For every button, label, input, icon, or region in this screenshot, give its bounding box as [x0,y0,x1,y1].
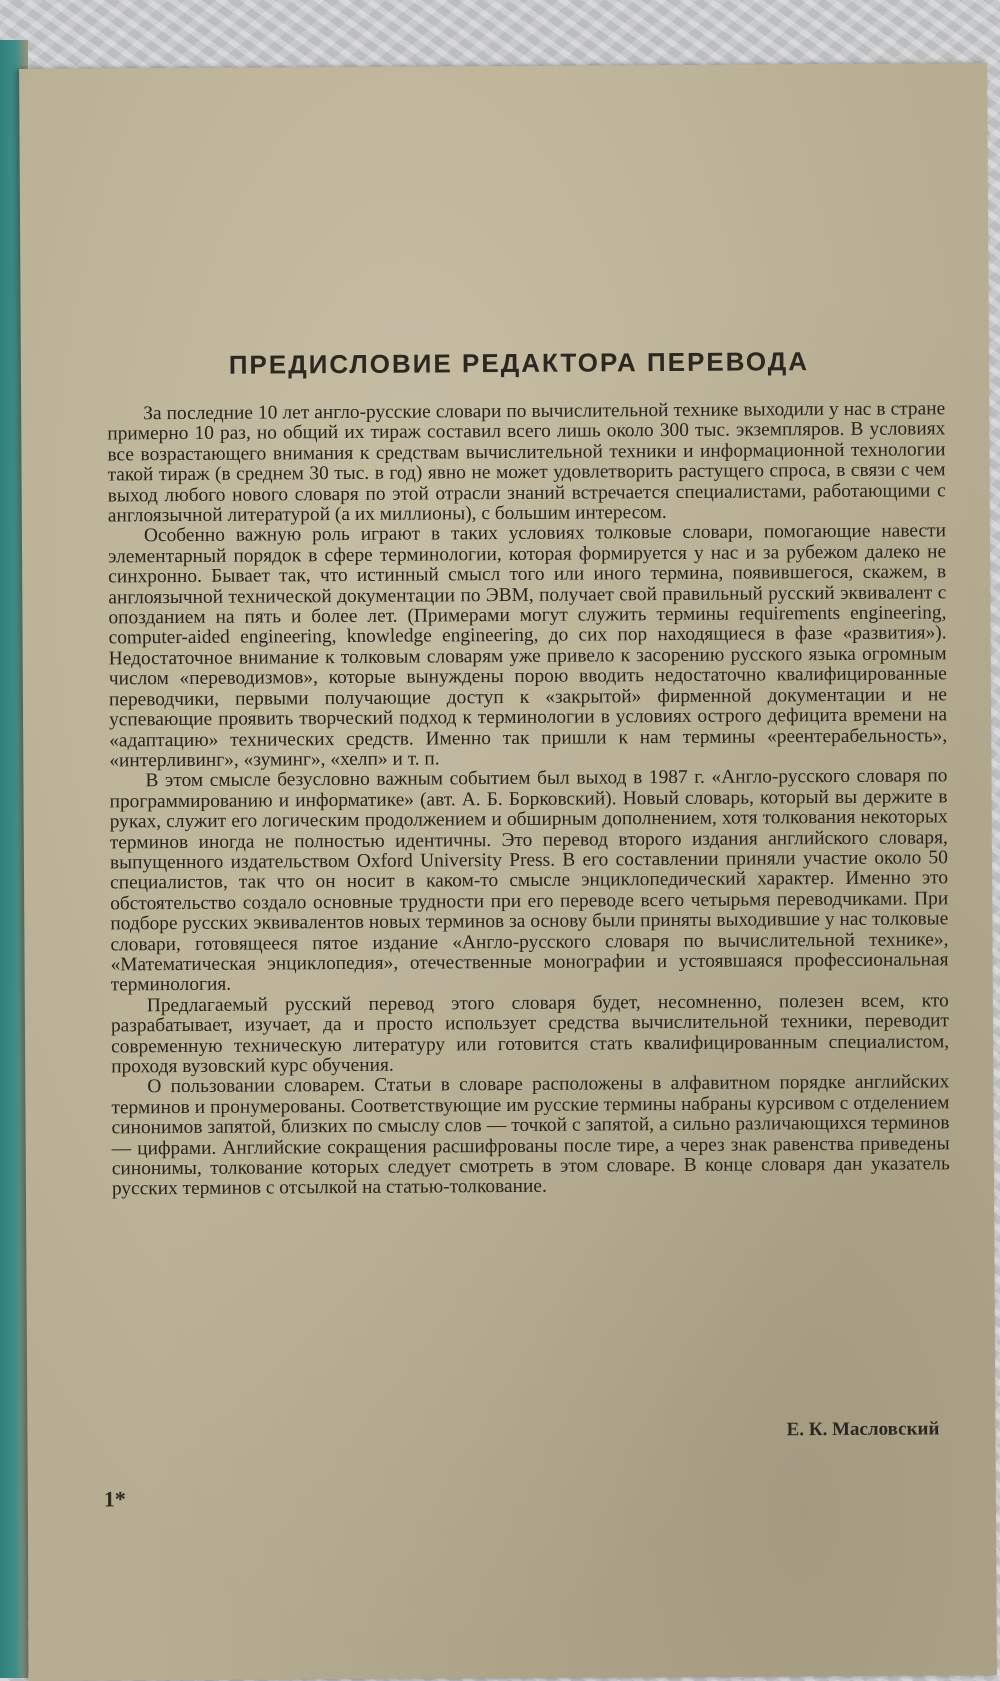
preface-text [107,399,950,1200]
paragraph: В этом смысле безусловно важным событием был выход в 1987 г. «Англо-русского словаря по программированию и информатике» (авт. А. Б. Борковский). Новый словарь, который вы держите в руках, служит его логическим продолжением и обширным дополнением, хотя толкования некоторых терминов иногда не полностью идентичны. Это перевод второго издания английского словаря, выпущенного издательством Oxford University Press. В его составлении приняли участие около 50 специалистов, так что он носит в каком-то смысле энциклопедический характер. Именно это обстоятельство создало основные трудности при его переводе всего четырьмя переводчиками. При подборе русских эквивалентов новых терминов за основу были приняты выходившие у нас толковые словари, готовящееся пятое издание «Англо-русского словаря по вычислительной технике», «Математическая энциклопедия», отечественные монографии и устоявшаяся профессиональная терминология. [109,765,949,996]
page-mark: 1* [103,1486,126,1512]
page-title: ПРЕДИСЛОВИЕ РЕДАКТОРА ПЕРЕВОДА [228,346,810,380]
paragraph: За последние 10 лет англо-русские словари по вычислительной технике выходили у нас в стране примерно 10 раз, но общий их тираж составил всего лишь около 300 тыс. экземпляров. В условиях все возрастающего внимания к средствам вычислительной техники и информационной технологии такой тираж (в среднем 30 тыс. в год) явно не может удовлетворить растущего спроса, в связи с чем выход любого нового словаря по этой отрасли знаний встречается специалистами, работающими с англоязычной литературой (а их миллионы), с большим интересом. [107,398,946,527]
signature: Е. К. Масловский [786,1418,940,1441]
paragraph: Особенно важную роль играют в таких условиях толковые словари, помогающие навести элементарный порядок в сфере терминологии, которая формируется у нас и за рубежом далеко не синхронно. Бывает так, что истинный смысл того или иного термина, появившегося, скажем, в англоязычной технической документации по ЭВМ, получает свой правильный русский эквивалент с опозданием на пять и более лет. (Примерами могут служить термины requirements engineering, computer-aided engineering, knowledge engineering, до сих пор находящиеся в фазе «развития»). Недостаточное внимание к толковым словарям уже привело к засорению русского языка огромным числом «переводизмов», которые вынуждены порою вводить недостаточно квалифицированные переводчики, первыми получающие доступ к «закрытой» фирменной документации и не успевающие проявить творческий подход к терминологии в условиях острого дефицита времени на «адаптацию» технических средств. Именно так пришли к нам термины «реентерабельность», «интерливинг», «зуминг», «хелп» и т. п. [108,520,948,772]
paragraph: О пользовании словарем. Статьи в словаре расположены в алфавитном порядке английских терминов и пронумерованы. Соответствующие им русские термины набраны курсивом с отделением синонимов запятой, близких по смыслу слов — точкой с запятой, а сильно различающихся терминов — цифрами. Английские сокращения расшифрованы после тире, а через знак равенства приведены синонимы, толкование которых следует смотреть в этом словаре. В конце словаря дан указатель русских терминов с отсылкой на статью-толкование. [111,1071,950,1200]
book-page [19,63,997,1681]
paragraph: Предлагаемый русский перевод этого словаря будет, несомненно, полезен всем, кто разрабатывает, изучает, да и просто использует средства вычислительной техники, переводит современную техническую литературу или готовится стать квалифицированным специалистом, проходя вузовский курс обучения. [110,990,950,1078]
